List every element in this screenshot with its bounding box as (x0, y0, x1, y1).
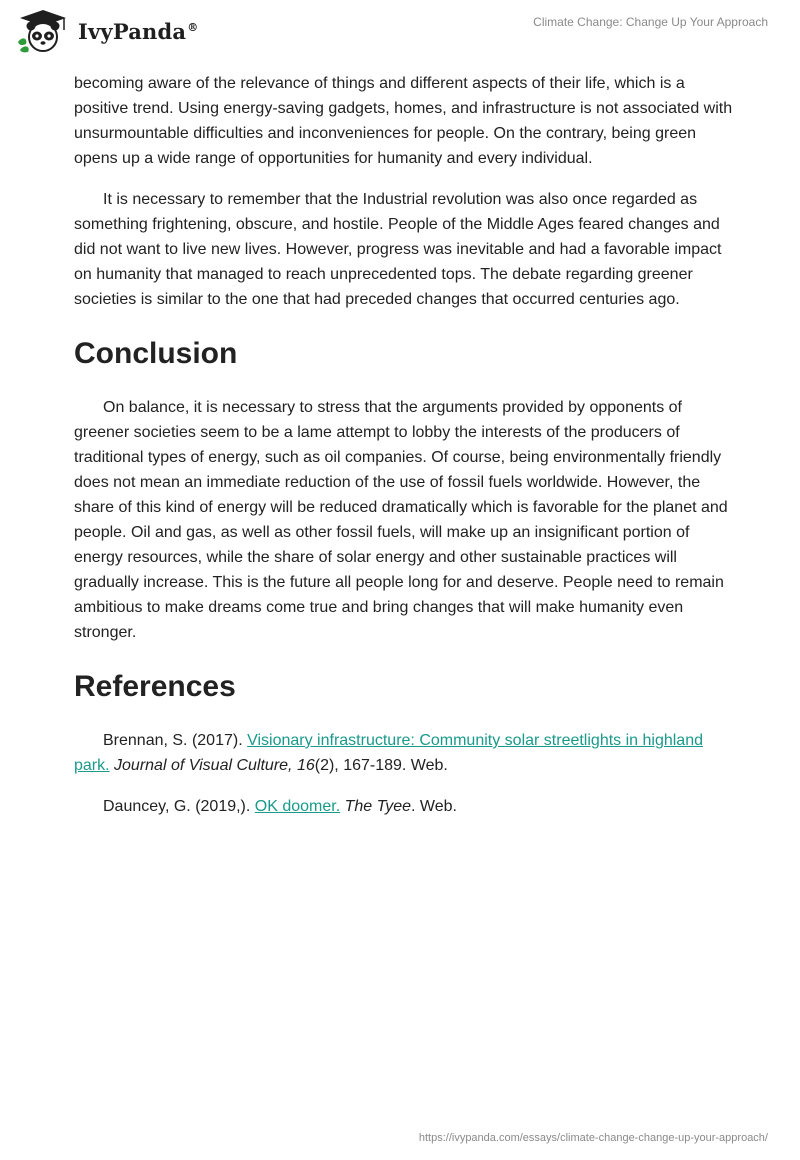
ivypanda-logo[interactable] (14, 8, 198, 54)
conclusion-heading: Conclusion (74, 337, 238, 370)
panda-graduate-icon (14, 8, 72, 54)
reference-journal: The Tyee (344, 798, 412, 815)
brand-name (78, 19, 198, 44)
references-heading: References (74, 670, 236, 703)
reference-author: Dauncey, G. (2019,). (103, 798, 255, 815)
reference-details: (2), 167-189. Web. (314, 757, 448, 774)
reference-journal: Journal of Visual Culture, 16 (114, 757, 315, 774)
conclusion-paragraph: On balance, it is necessary to stress that the arguments provided by opponents of greener societies seem to be a lame attempt to lobby the interests of the producers of traditional types of energy, such as oil companies. Of course, being environmentally friendly does not mean an immediate reduction of the use of fossil fuels worldwide. However, the share of this kind of energy will be reduced dramatically which is favorable for the planet and people. Oil and gas, as well as other fossil fuels, will make up an insignificant portion of energy resources, while the share of solar energy and other sustainable practices will gradually increase. This is the future all people long for and deserve. People need to remain ambitious to make dreams come true and bring changes that will make humanity even stronger. (74, 399, 728, 641)
reference-link[interactable]: OK doomer. (254, 798, 341, 815)
paragraph-continued: becoming aware of the relevance of things and different aspects of their life, which is a positive trend. Using energy-saving gadgets, homes, and infrastructure is not associated with unsurmountable difficulties and inconveniences for people. On the contrary, being green opens up a wide range of opportunities for humanity and every individual. (74, 75, 733, 167)
reference-details: . Web. (411, 798, 457, 815)
paragraph-industrial-revolution: It is necessary to remember that the Industrial revolution was also once regarded as something frightening, obscure, and hostile. People of the Middle Ages feared changes and did not want to live new lives. However, progress was inevitable and had a favorable impact on humanity that managed to reach unprecedented tops. The debate regarding greener societies is similar to the one that had preceded changes that occurred centuries ago. (74, 191, 722, 308)
reference-author: Brennan, S. (2017). (103, 732, 248, 749)
document-title: Climate Change: Change Up Your Approach (533, 15, 768, 29)
footer-url: https://ivypanda.com/essays/climate-change-change-up-your-approach/ (418, 1132, 768, 1144)
page-header (0, 0, 800, 64)
essay-content (74, 71, 734, 819)
reference-item (74, 728, 734, 778)
reference-link[interactable]: Visionary infrastructure: Community solar streetlights in highland park. (74, 732, 703, 774)
brand-name-text: IvyPanda (78, 18, 187, 44)
registered-mark: ® (187, 20, 199, 34)
reference-item (74, 794, 734, 819)
